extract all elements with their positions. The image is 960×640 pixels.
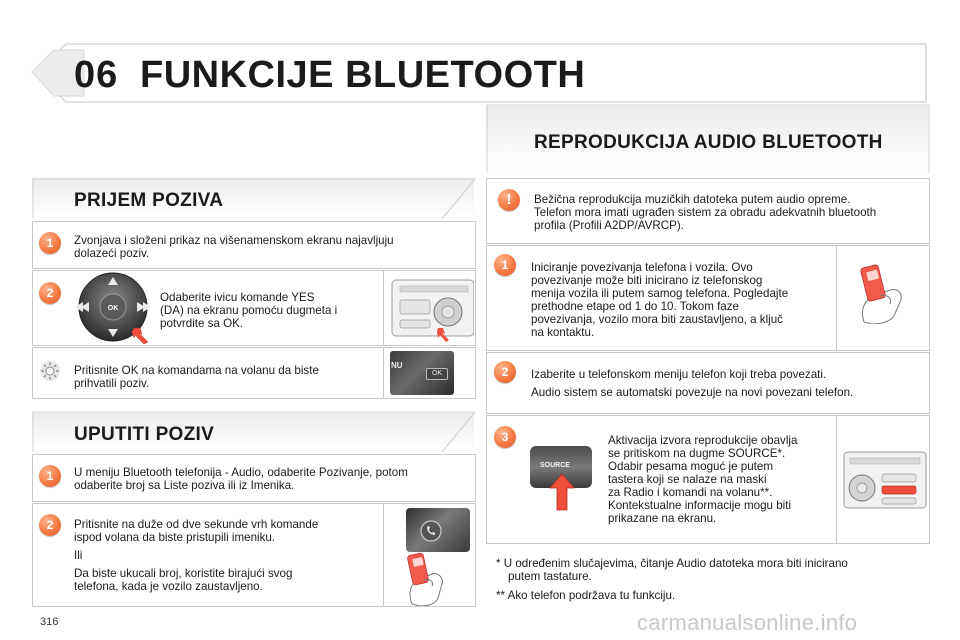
audio-title: REPRODUKCIJA AUDIO BLUETOOTH bbox=[534, 132, 883, 153]
press-arrow-icon bbox=[548, 472, 576, 512]
receive-title: PRIJEM POZIVA bbox=[74, 190, 224, 211]
divider bbox=[836, 245, 837, 351]
audio-step-1-text: Iniciranje povezivanja telefona i vozila. Ovo povezivanje može biti inicirano iz telefonskog menija vozila ili putem samog telefona. Pogledajte prethodne etape od 1 do 10. Tokom faze povezivanja, vozilo mora biti zaustavljeno, a ključ na kontaktu. bbox=[531, 261, 789, 339]
divider bbox=[383, 270, 384, 346]
step-badge: 2 bbox=[39, 282, 61, 304]
divider bbox=[836, 415, 837, 544]
footnotes: * U određenim slučajevima, čitanje Audio datoteka mora biti inicirano putem tastature. ** Ako telefon podržava tu funkciju. bbox=[496, 557, 848, 602]
page-number: 316 bbox=[40, 616, 59, 628]
audio-step-2-line-1: Izaberite u telefonskom meniju telefon koji treba povezati. bbox=[531, 368, 827, 381]
step-badge: 1 bbox=[39, 465, 61, 487]
step-badge: 1 bbox=[494, 254, 516, 276]
steering-ok-button: OK bbox=[426, 368, 448, 380]
call-step-2-text: Pritisnite na duže od dve sekunde vrh komande ispod volana da biste pristupili imeniku. Ili Da biste ukucali broj, koristite birajući svog telefona, kada je vozilo zaustavljeno. bbox=[74, 518, 319, 593]
radio-faceplate-image bbox=[386, 274, 474, 342]
divider bbox=[383, 347, 384, 399]
svg-text:OK: OK bbox=[107, 305, 119, 312]
light-icon bbox=[39, 360, 61, 382]
hand-phone-image bbox=[850, 262, 916, 324]
hand-phone-image bbox=[398, 550, 454, 606]
step-badge: 3 bbox=[494, 426, 516, 448]
radio-faceplate-image bbox=[842, 448, 928, 512]
step-badge: 1 bbox=[39, 232, 61, 254]
audio-step-2-line-2: Audio sistem se automatski povezuje na novi povezani telefon. bbox=[531, 386, 854, 399]
divider bbox=[383, 503, 384, 607]
receive-step-1-text: Zvonjava i složeni prikaz na višenamenskom ekranu najavljuju dolazeći poziv. bbox=[74, 234, 394, 260]
step-badge: 2 bbox=[39, 514, 61, 536]
step-badge: 2 bbox=[494, 361, 516, 383]
phone-button-icon bbox=[420, 520, 442, 542]
page-title: FUNKCIJE BLUETOOTH bbox=[140, 54, 586, 96]
audio-step-2 bbox=[486, 352, 930, 414]
audio-warning-text: Bežična reprodukcija muzičkih datoteka putem audio opreme. Telefon mora imati ugrađen sistem za obradu adekvatnih bluetooth profila (Profili A2DP/AVRCP). bbox=[534, 193, 877, 232]
phone-stalk-image bbox=[406, 508, 470, 552]
source-button-label: SOURCE bbox=[540, 462, 570, 469]
steering-controls-image bbox=[390, 351, 454, 395]
chapter-number: 06 bbox=[74, 54, 119, 96]
audio-step-3-text: Aktivacija izvora reprodukcije obavlja se pritiskom na dugme SOURCE*. Odabir pesama moguć je putem tastera koji se nalaze na maski za Radio i komandi na volanu**. Kontekstualne informacije mogu biti prikazane na ekranu. bbox=[608, 434, 798, 525]
receive-step-3-text: Pritisnite OK na komandama na volanu da biste prihvatili poziv. bbox=[74, 364, 319, 390]
navigation-pad-icon bbox=[70, 270, 156, 344]
menu-button-label: NU bbox=[391, 361, 403, 370]
watermark: carmanualsonline.info bbox=[637, 610, 858, 635]
call-title: UPUTITI POZIV bbox=[74, 424, 215, 445]
call-step-1-text: U meniju Bluetooth telefonija - Audio, odaberite Pozivanje, potom odaberite broj sa Liste poziva ili iz Imenika. bbox=[74, 466, 408, 492]
warning-icon: ! bbox=[498, 189, 520, 211]
receive-step-2-text: Odaberite ivicu komande YES (DA) na ekranu pomoću dugmeta i potvrdite sa OK. bbox=[160, 291, 338, 330]
